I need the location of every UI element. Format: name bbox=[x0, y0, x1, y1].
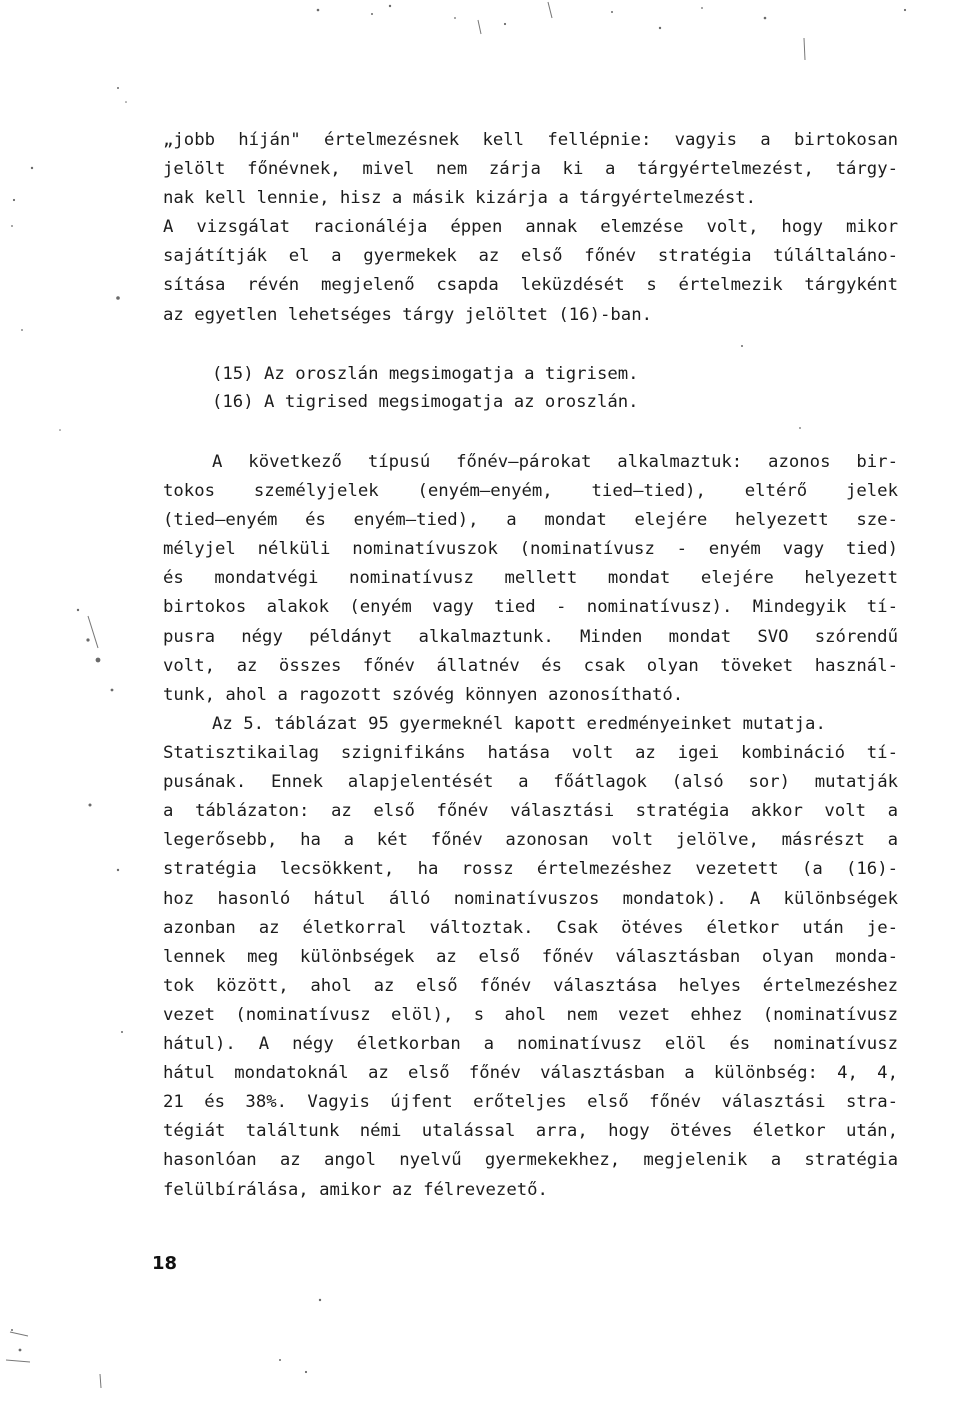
text-line: felülbírálása, amikor az félrevezető. bbox=[163, 1179, 548, 1200]
text-line: hátul). A négy életkorban a nominatívusz elöl és nominatívusz bbox=[163, 1034, 898, 1055]
text-line: azonban az életkorral változtak. Csak ötéves életkor után je- bbox=[163, 917, 898, 938]
text-line: hátul mondatoknál az első főnév választásban a különbség: 4, 4, bbox=[163, 1063, 898, 1084]
paragraph-3 bbox=[163, 710, 898, 1205]
text-line: A vizsgálat racionáléja éppen annak elemzése volt, hogy mikor bbox=[163, 217, 898, 238]
text-line: pusának. Ennek alapjelentését a főátlagok (alsó sor) mutatják bbox=[163, 772, 898, 793]
text-line: vezet (nominatívusz elöl), s ahol nem vezet ehhez (nominatívusz bbox=[163, 1004, 898, 1025]
text-line: tunk, ahol a ragozott szóvég könnyen azonosítható. bbox=[163, 684, 684, 705]
text-line: lennek meg különbségek az első főnév választásban olyan monda- bbox=[163, 946, 898, 967]
text-line: stratégia lecsökkent, ha rossz értelmezéshez vezetett (a (16)- bbox=[163, 859, 898, 880]
text-line: az egyetlen lehetséges tárgy jelöltet (16)-ban. bbox=[163, 304, 652, 325]
text-line: a táblázaton: az első főnév választási stratégia akkor volt a bbox=[163, 801, 898, 822]
paragraph-2 bbox=[163, 448, 898, 710]
text-line: Statisztikailag szignifikáns hatása volt az igei kombináció tí- bbox=[163, 743, 898, 764]
example-16: (16) A tigrised megsimogatja az oroszlán. bbox=[212, 392, 639, 412]
text-line: mélyjel nélküli nominatívuszok (nominatívusz - enyém vagy tied) bbox=[163, 539, 898, 560]
text-line: legerősebb, ha a két főnév azonosan volt jelölve, másrészt a bbox=[163, 830, 898, 851]
text-line: nak kell lennie, hisz a másik kizárja a tárgyértelmezést. bbox=[163, 188, 757, 209]
text-line: tégiát találtunk némi utalással arra, hogy ötéves életkor után, bbox=[163, 1121, 898, 1142]
text-line: pusra négy példányt alkalmaztunk. Minden mondat SVO szórendű bbox=[163, 626, 898, 647]
text-line: birtokos alakok (enyém vagy tied - nominatívusz). Mindegyik tí- bbox=[163, 597, 898, 618]
text-line: és mondatvégi nominatívusz mellett mondat elejére helyezett bbox=[163, 568, 898, 589]
text-line: (tied—enyém és enyém—tied), a mondat elejére helyezett sze- bbox=[163, 510, 898, 531]
text-line: „jobb híján" értelmezésnek kell fellépnie: vagyis a birtokosan bbox=[163, 130, 898, 150]
example-15: (15) Az oroszlán megsimogatja a tigrisem. bbox=[212, 364, 639, 384]
page-number: 18 bbox=[152, 1253, 178, 1274]
text-line: sajátítják el a gyermekek az első főnév stratégia túláltaláno- bbox=[163, 246, 898, 267]
text-line: tok között, ahol az első főnév választása helyes értelmezéshez bbox=[163, 975, 898, 996]
text-line: volt, az összes főnév állatnév és csak olyan töveket használ- bbox=[163, 655, 898, 676]
text-line: 21 és 38%. Vagyis újfent erőteljes első főnév választási stra- bbox=[163, 1092, 898, 1113]
text-line: tokos személyjelek (enyém—enyém, tied—tied), eltérő jelek bbox=[163, 481, 898, 502]
text-line: Az 5. táblázat 95 gyermeknél kapott eredményeinket mutatja. bbox=[212, 714, 826, 734]
text-line: jelölt főnévnek, mivel nem zárja ki a tárgyértelmezést, tárgy- bbox=[163, 159, 898, 180]
text-line: hoz hasonló hátul álló nominatívuszos mondatok). A különbségek bbox=[163, 888, 898, 909]
text-line: A következő típusú főnév—párokat alkalmaztuk: azonos bir- bbox=[212, 452, 898, 472]
text-line: hasonlóan az angol nyelvű gyermekekhez, megjelenik a stratégia bbox=[163, 1150, 898, 1171]
paragraph-1 bbox=[163, 126, 898, 330]
text-line: sítása révén megjelenő csapda leküzdését s értelmezik tárgyként bbox=[163, 275, 898, 296]
